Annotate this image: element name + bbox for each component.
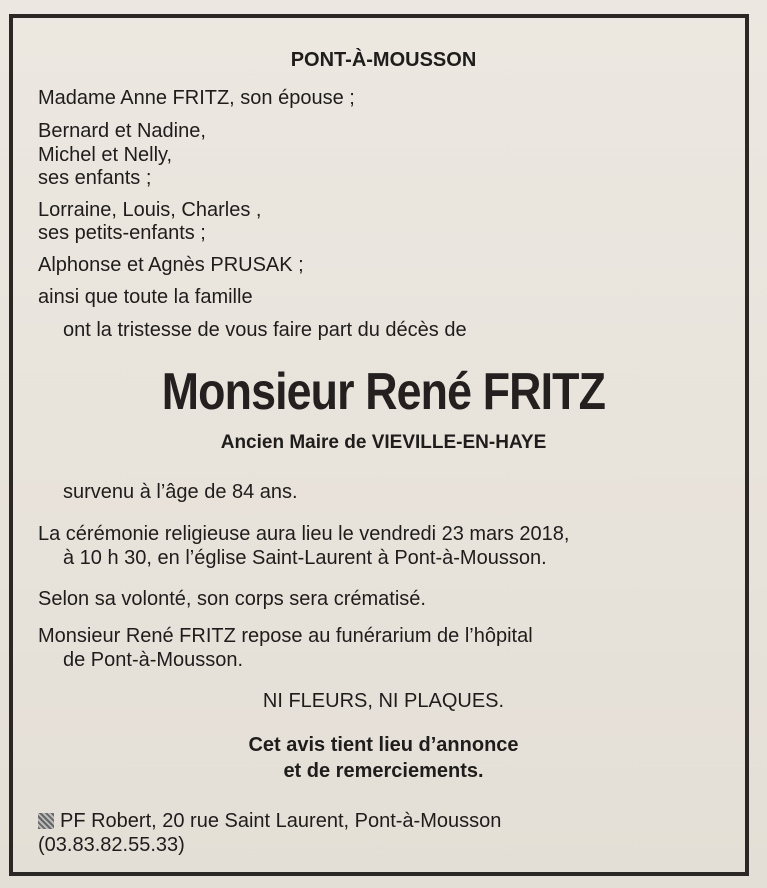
relatives-line: Alphonse et Agnès PRUSAK ; (38, 254, 304, 276)
ceremony-line-2: à 10 h 30, en l’église Saint-Laurent à Pont-à-Mousson. (63, 547, 547, 569)
deceased-title: Ancien Maire de VIEVILLE-EN-HAYE (220, 432, 547, 453)
closing-line-2: et de remerciements. (283, 760, 484, 782)
ceremony-line-1: La cérémonie religieuse aura lieu le vendredi 23 mars 2018, (38, 523, 570, 545)
rest-line-1: Monsieur René FRITZ repose au funérarium de l’hôpital (38, 625, 533, 647)
town-heading: PONT-À-MOUSSON (290, 49, 477, 71)
age-line: survenu à l’âge de 84 ans. (63, 481, 298, 503)
rest-line-2: de Pont-à-Mousson. (63, 649, 244, 671)
cremation-line: Selon sa volonté, son corps sera crématisé. (38, 588, 426, 610)
grandchildren-line: Lorraine, Louis, Charles , (38, 199, 262, 221)
closing-line-1: Cet avis tient lieu d’annonce (248, 734, 519, 756)
announcement-line: ont la tristesse de vous faire part du décès de (63, 319, 467, 341)
children-label: ses enfants ; (38, 167, 152, 189)
children-line-1: Bernard et Nadine, (38, 120, 206, 142)
funeral-home-logo-icon (38, 813, 54, 829)
family-line: ainsi que toute la famille (38, 286, 253, 308)
spouse-line: Madame Anne FRITZ, son épouse ; (38, 87, 355, 109)
funeral-home-line (38, 809, 501, 833)
children-line-2: Michel et Nelly, (38, 144, 173, 166)
funeral-home-address: PF Robert, 20 rue Saint Laurent, Pont-à-Mousson (60, 810, 502, 832)
funeral-home-phone: (03.83.82.55.33) (38, 834, 185, 856)
grandchildren-label: ses petits-enfants ; (38, 222, 206, 244)
deceased-name: Monsieur René FRITZ (161, 363, 606, 421)
no-flowers-line: NI FLEURS, NI PLAQUES. (262, 690, 505, 712)
